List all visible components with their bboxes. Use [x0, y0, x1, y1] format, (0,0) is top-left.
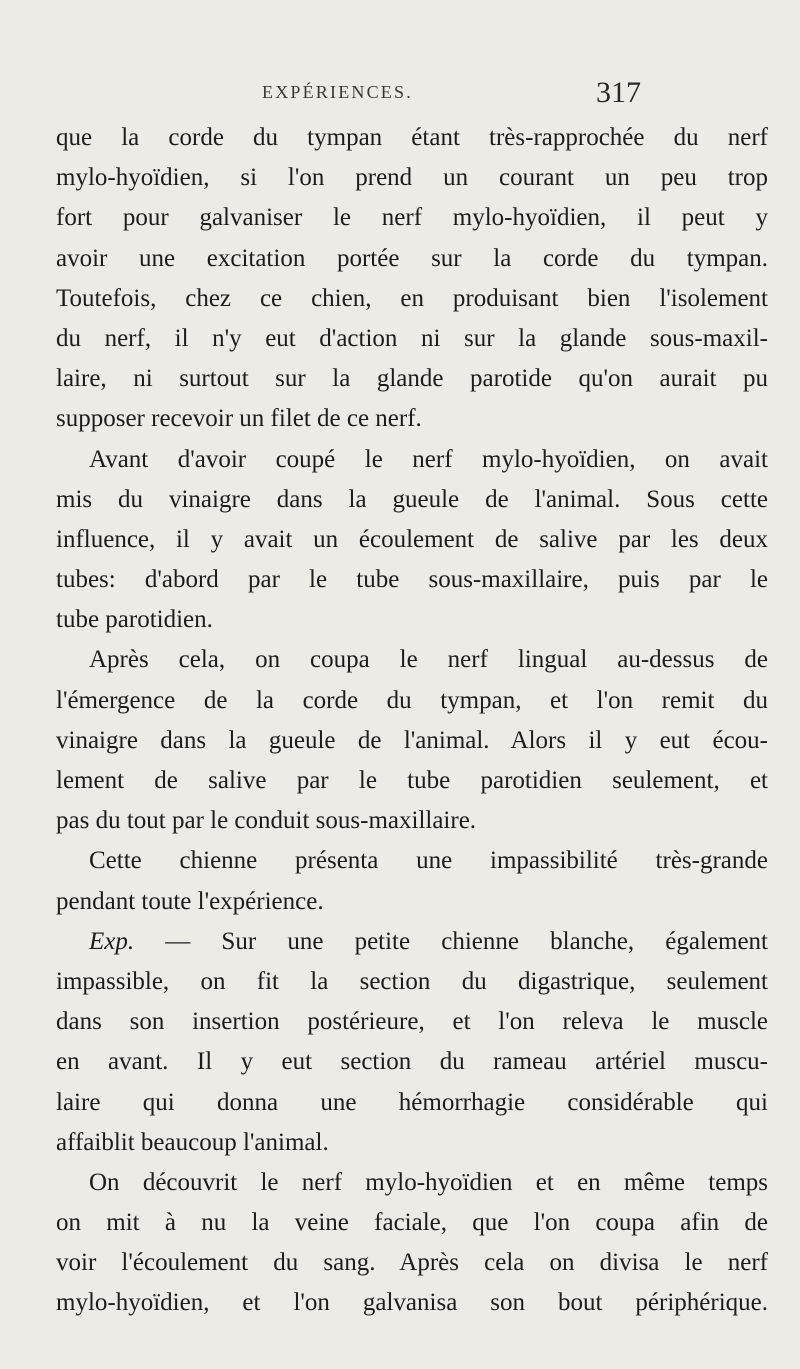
text-line-exp	[56, 922, 768, 962]
text-line: l'émergence de la corde du tympan, et l'on remit du	[56, 686, 768, 714]
text-line: Avant d'avoir coupé le nerf mylo-hyoïdien, on avait	[89, 445, 768, 473]
text-line: voir l'écoulement du sang. Après cela on divisa le nerf	[56, 1249, 768, 1277]
text-line: tube parotidien.	[56, 606, 213, 634]
running-head	[0, 76, 800, 116]
text-line: laire, ni surtout sur la glande parotide qu'on aurait pu	[56, 365, 768, 393]
text-line: Après cela, on coupa le nerf lingual au-dessus de	[89, 646, 768, 674]
text-line: en avant. Il y eut section du rameau artériel muscu-	[56, 1048, 768, 1076]
text-line: lement de salive par le tube parotidien seulement, et	[56, 767, 768, 794]
text-line: du nerf, il n'y eut d'action ni sur la glande sous-maxil-	[56, 324, 768, 352]
body-text	[56, 118, 768, 1324]
text-line: on mit à nu la veine faciale, que l'on coupa afin de	[56, 1209, 768, 1237]
text-line: mylo-hyoïdien, si l'on prend un courant un peu trop	[56, 164, 768, 192]
text-line: Toutefois, chez ce chien, en produisant bien l'isolement	[56, 284, 768, 312]
text-line: dans son insertion postérieure, et l'on releva le muscle	[56, 1008, 768, 1036]
exp-abbreviation: Exp.	[89, 927, 135, 955]
text-line: tubes: d'abord par le tube sous-maxillaire, puis par le	[56, 566, 768, 594]
page-number: 317	[596, 76, 641, 109]
text-line: supposer recevoir un filet de ce nerf.	[56, 405, 422, 433]
text-line: fort pour galvaniser le nerf mylo-hyoïdien, il peut y	[56, 204, 768, 232]
text-line: influence, il y avait un écoulement de salive par les deux	[56, 525, 768, 553]
text-line: avoir une excitation portée sur la corde du tympan.	[56, 244, 768, 272]
text-line: vinaigre dans la gueule de l'animal. Alors il y eut écou-	[56, 726, 768, 754]
text-line: affaiblit beaucoup l'animal.	[56, 1128, 329, 1156]
chapter-title: EXPÉRIENCES.	[262, 82, 413, 102]
exp-text: — Sur une petite chienne blanche, également	[134, 927, 768, 955]
text-line: laire qui donna une hémorrhagie considérable qui	[56, 1088, 768, 1116]
text-line: mis du vinaigre dans la gueule de l'animal. Sous cette	[56, 485, 768, 513]
text-line: que la corde du tympan étant très-rapprochée du nerf	[56, 124, 768, 151]
text-line: pendant toute l'expérience.	[56, 887, 324, 915]
text-line: Cette chienne présenta une impassibilité très-grande	[89, 847, 768, 875]
text-line: pas du tout par le conduit sous-maxillaire.	[56, 807, 477, 835]
text-line: On découvrit le nerf mylo-hyoïdien et en même temps	[89, 1168, 768, 1196]
text-line: impassible, on fit la section du digastrique, seulement	[56, 967, 768, 995]
text-line: mylo-hyoïdien, et l'on galvanisa son bout périphérique.	[56, 1289, 768, 1317]
